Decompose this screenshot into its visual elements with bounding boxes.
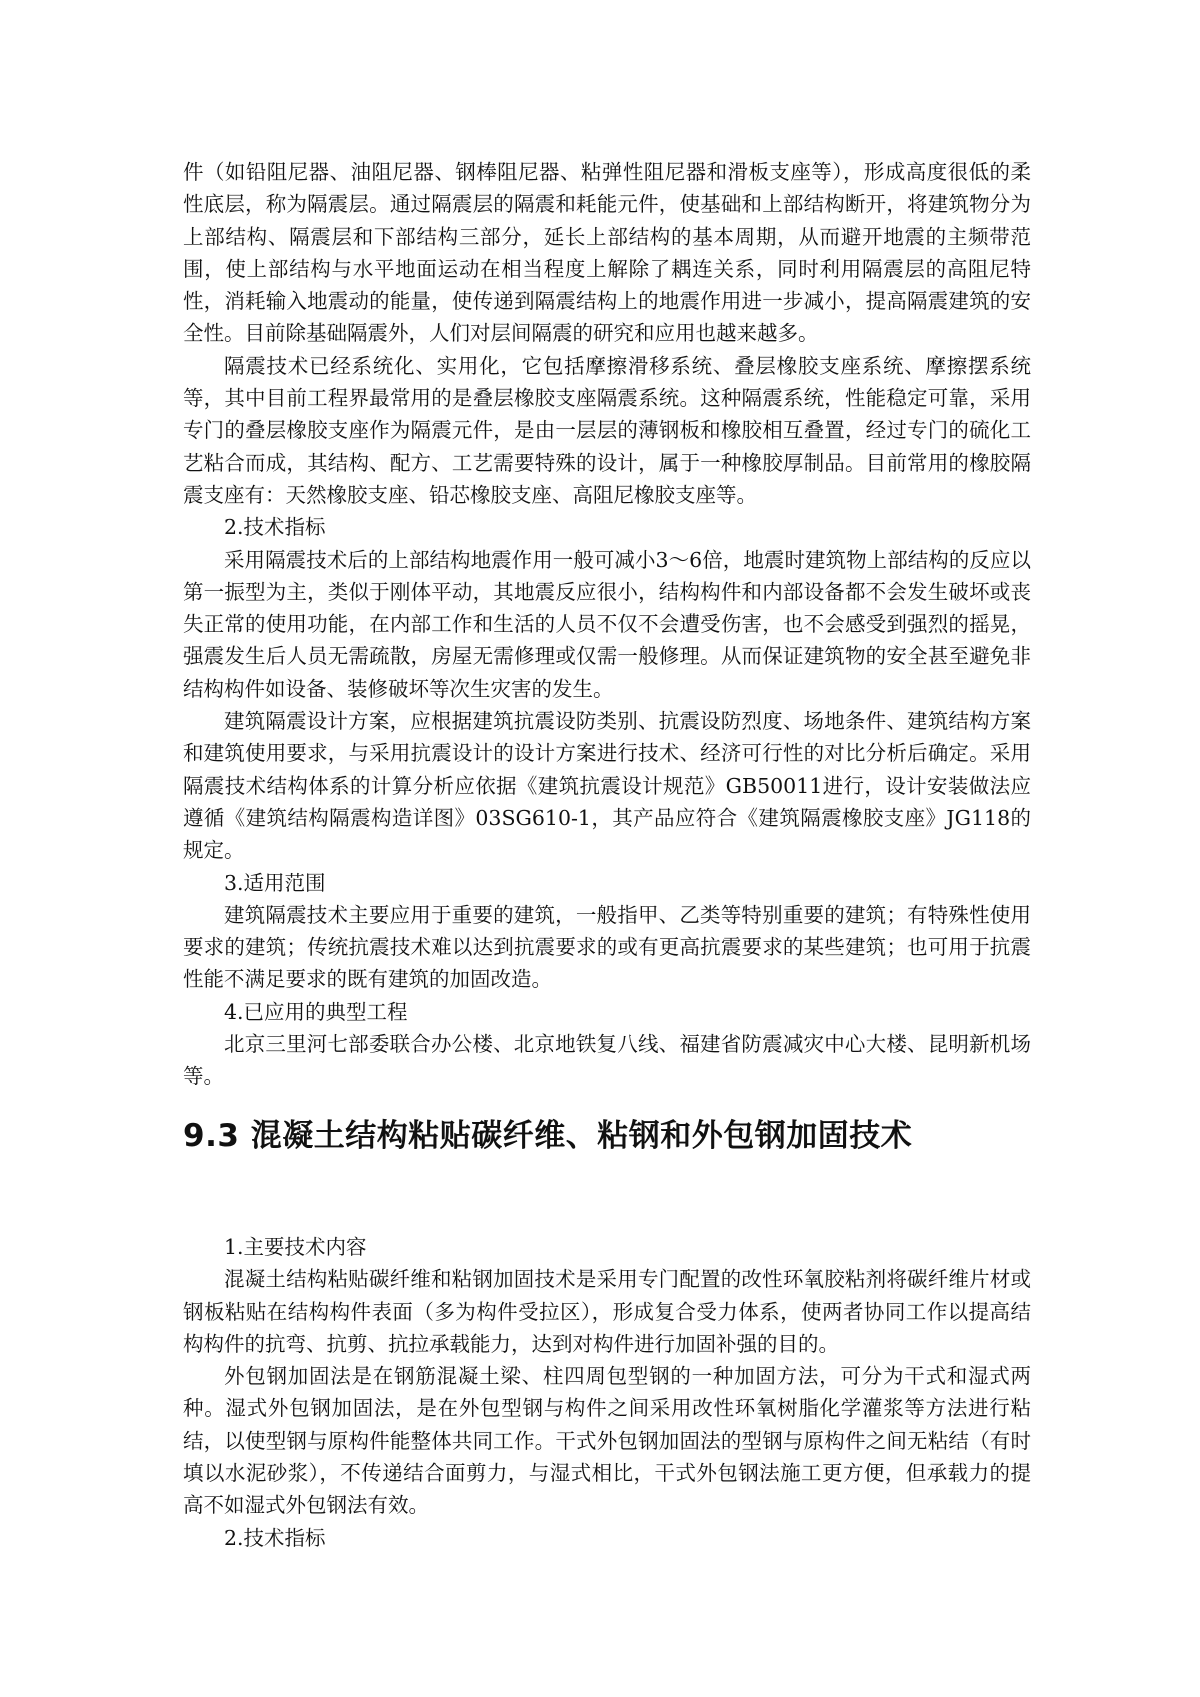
paragraph-typical-projects: 北京三里河七部委联合办公楼、北京地铁复八线、福建省防震减灾中心大楼、昆明新机场等。 <box>183 1032 1031 1089</box>
subheading-technical-indicators: 2.技术指标 <box>224 515 326 540</box>
paragraph-steel-encasing: 外包钢加固法是在钢筋混凝土梁、柱四周包型钢的一种加固方法，可分为干式和湿式两种。湿式外包钢加固法，是在外包型钢与构件之间采用改性环氧树脂化学灌浆等方法进行粘结，以使型钢与原构件能整体共同工作。干式外包钢加固法的型钢与原构件之间无粘结（有时填以水泥砂浆），不传递结合面剪力，与湿式相比，干式外包钢法施工更方便，但承载力的提高不如湿式外包钢法有效。 <box>183 1364 1031 1518</box>
subheading-technical-indicators-2: 2.技术指标 <box>224 1525 326 1550</box>
subheading-typical-projects: 4.已应用的典型工程 <box>224 999 408 1024</box>
paragraph-scope: 建筑隔震技术主要应用于重要的建筑，一般指甲、乙类等特别重要的建筑；有特殊性使用要求的建筑；传统抗震技术难以达到抗震要求的或有更高抗震要求的某些建筑；也可用于抗震性能不满足要求的既有建筑的加固改造。 <box>183 902 1031 992</box>
subheading-scope: 3.适用范围 <box>224 870 326 895</box>
paragraph-design-scheme: 建筑隔震设计方案，应根据建筑抗震设防类别、抗震设防烈度、场地条件、建筑结构方案和建筑使用要求，与采用抗震设计的设计方案进行技术、经济可行性的对比分析后确定。采用隔震技术结构体系的计算分析应依据《建筑抗震设计规范》GB50011进行，设计安装做法应遵循《建筑结构隔震构造详图》03SG610-1，其产品应符合《建筑隔震橡胶支座》JG118的规定。 <box>183 709 1031 863</box>
top-section <box>183 156 1031 1093</box>
bottom-section <box>183 1231 1031 1554</box>
subheading-main-content: 1.主要技术内容 <box>224 1235 367 1259</box>
paragraph-cfrp-bonding: 混凝土结构粘贴碳纤维和粘钢加固技术是采用专门配置的改性环氧胶粘剂将碳纤维片材或钢板粘贴在结构构件表面（多为构件受拉区），形成复合受力体系，使两者协同工作以提高结构构件的抗弯、抗剪、抗拉承载能力，达到对构件进行加固补强的目的。 <box>183 1267 1031 1356</box>
paragraph-isolation-systems: 隔震技术已经系统化、实用化，它包括摩擦滑移系统、叠层橡胶支座系统、摩擦摆系统等，其中目前工程界最常用的是叠层橡胶支座隔震系统。这种隔震系统，性能稳定可靠，采用专门的叠层橡胶支座作为隔震元件，是由一层层的薄钢板和橡胶相互叠置，经过专门的硫化工艺粘合而成，其结构、配方、工艺需要特殊的设计，属于一种橡胶厚制品。目前常用的橡胶隔震支座有：天然橡胶支座、铅芯橡胶支座、高阻尼橡胶支座等。 <box>183 353 1031 507</box>
paragraph-isolation-layer: 件（如铅阻尼器、油阻尼器、钢棒阻尼器、粘弹性阻尼器和滑板支座等），形成高度很低的柔性底层，称为隔震层。通过隔震层的隔震和耗能元件，使基础和上部结构断开，将建筑物分为上部结构、隔震层和下部结构三部分，延长上部结构的基本周期，从而避开地震的主频带范围，使上部结构与水平地面运动在相当程度上解除了耦连关系，同时利用隔震层的高阻尼特性，消耗输入地震动的能量，使传递到隔震结构上的地震作用进一步减小，提高隔震建筑的安全性。目前除基础隔震外，人们对层间隔震的研究和应用也越来越多。 <box>183 160 1031 346</box>
section-heading: 9.3 混凝土结构粘贴碳纤维、粘钢和外包钢加固技术 <box>183 1118 913 1154</box>
paragraph-seismic-reduction: 采用隔震技术后的上部结构地震作用一般可减小3～6倍，地震时建筑物上部结构的反应以第一振型为主，类似于刚体平动，其地震反应很小，结构构件和内部设备都不会发生破坏或丧失正常的使用功能，在内部工作和生活的人员不仅不会遭受伤害，也不会感受到强烈的摇晃，强震发生后人员无需疏散，房屋无需修理或仅需一般修理。从而保证建筑物的安全甚至避免非结构构件如设备、装修破坏等次生灾害的发生。 <box>183 547 1031 701</box>
